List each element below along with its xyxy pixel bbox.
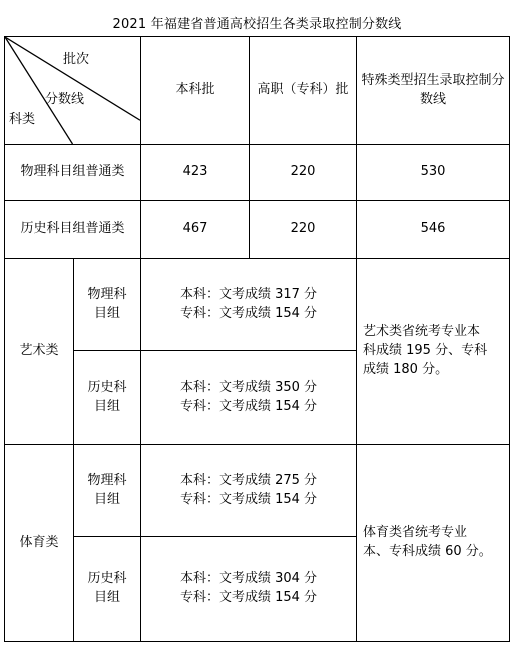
sports-history-vocational: 专科：文考成绩 154 分 <box>179 590 318 605</box>
undergrad-score: 423 <box>141 145 250 201</box>
vocational-score: 220 <box>250 201 357 259</box>
table-row <box>5 145 510 201</box>
row-category: 物理科目组普通类 <box>5 145 141 201</box>
art-history-vocational: 专科：文考成绩 154 分 <box>179 398 318 414</box>
art-group-history: 历史科 目组 <box>74 351 141 445</box>
art-physics-scores <box>141 259 357 351</box>
art-history-undergrad: 本科：文考成绩 350 分 <box>179 379 318 395</box>
special-score: 546 <box>357 201 510 259</box>
page-title: 2021 年福建省普通高校招生各类录取控制分数线 <box>112 17 402 32</box>
table-row <box>5 259 510 351</box>
table-row <box>5 201 510 259</box>
sports-history-undergrad: 本科：文考成绩 304 分 <box>179 571 318 587</box>
header-score-line-label: 分数线 <box>45 92 85 107</box>
header-row <box>5 37 510 145</box>
header-batch-label: 批次 <box>63 52 90 67</box>
art-history-scores <box>141 351 357 445</box>
sports-group-history: 历史科 目组 <box>74 537 141 642</box>
sports-physics-undergrad: 本科：文考成绩 275 分 <box>179 472 318 488</box>
vocational-score: 220 <box>250 145 357 201</box>
header-special: 特殊类型招生录取控制分数线 <box>357 37 510 145</box>
table-row <box>5 445 510 537</box>
diagonal-header-cell <box>5 37 141 145</box>
sports-group-physics: 物理科 目组 <box>74 445 141 537</box>
art-category: 艺术类 <box>5 259 74 445</box>
art-note: 艺术类省统考专业本 科成绩 195 分、专科 成绩 180 分。 <box>357 259 510 445</box>
sports-category: 体育类 <box>5 445 74 642</box>
sports-note: 体育类省统考专业 本、专科成绩 60 分。 <box>357 445 510 642</box>
header-vocational: 高职（专科）批 <box>250 37 357 145</box>
special-score: 530 <box>357 145 510 201</box>
sports-physics-vocational: 专科：文考成绩 154 分 <box>179 491 318 507</box>
header-undergrad: 本科批 <box>141 37 250 145</box>
art-physics-undergrad: 本科：文考成绩 317 分 <box>179 286 318 302</box>
art-group-physics: 物理科 目组 <box>74 259 141 351</box>
art-physics-vocational: 专科：文考成绩 154 分 <box>179 305 318 321</box>
sports-history-scores <box>141 537 357 642</box>
score-table <box>4 36 510 642</box>
sports-physics-scores <box>141 445 357 537</box>
undergrad-score: 467 <box>141 201 250 259</box>
row-category: 历史科目组普通类 <box>5 201 141 259</box>
header-category-label: 科类 <box>9 112 36 127</box>
